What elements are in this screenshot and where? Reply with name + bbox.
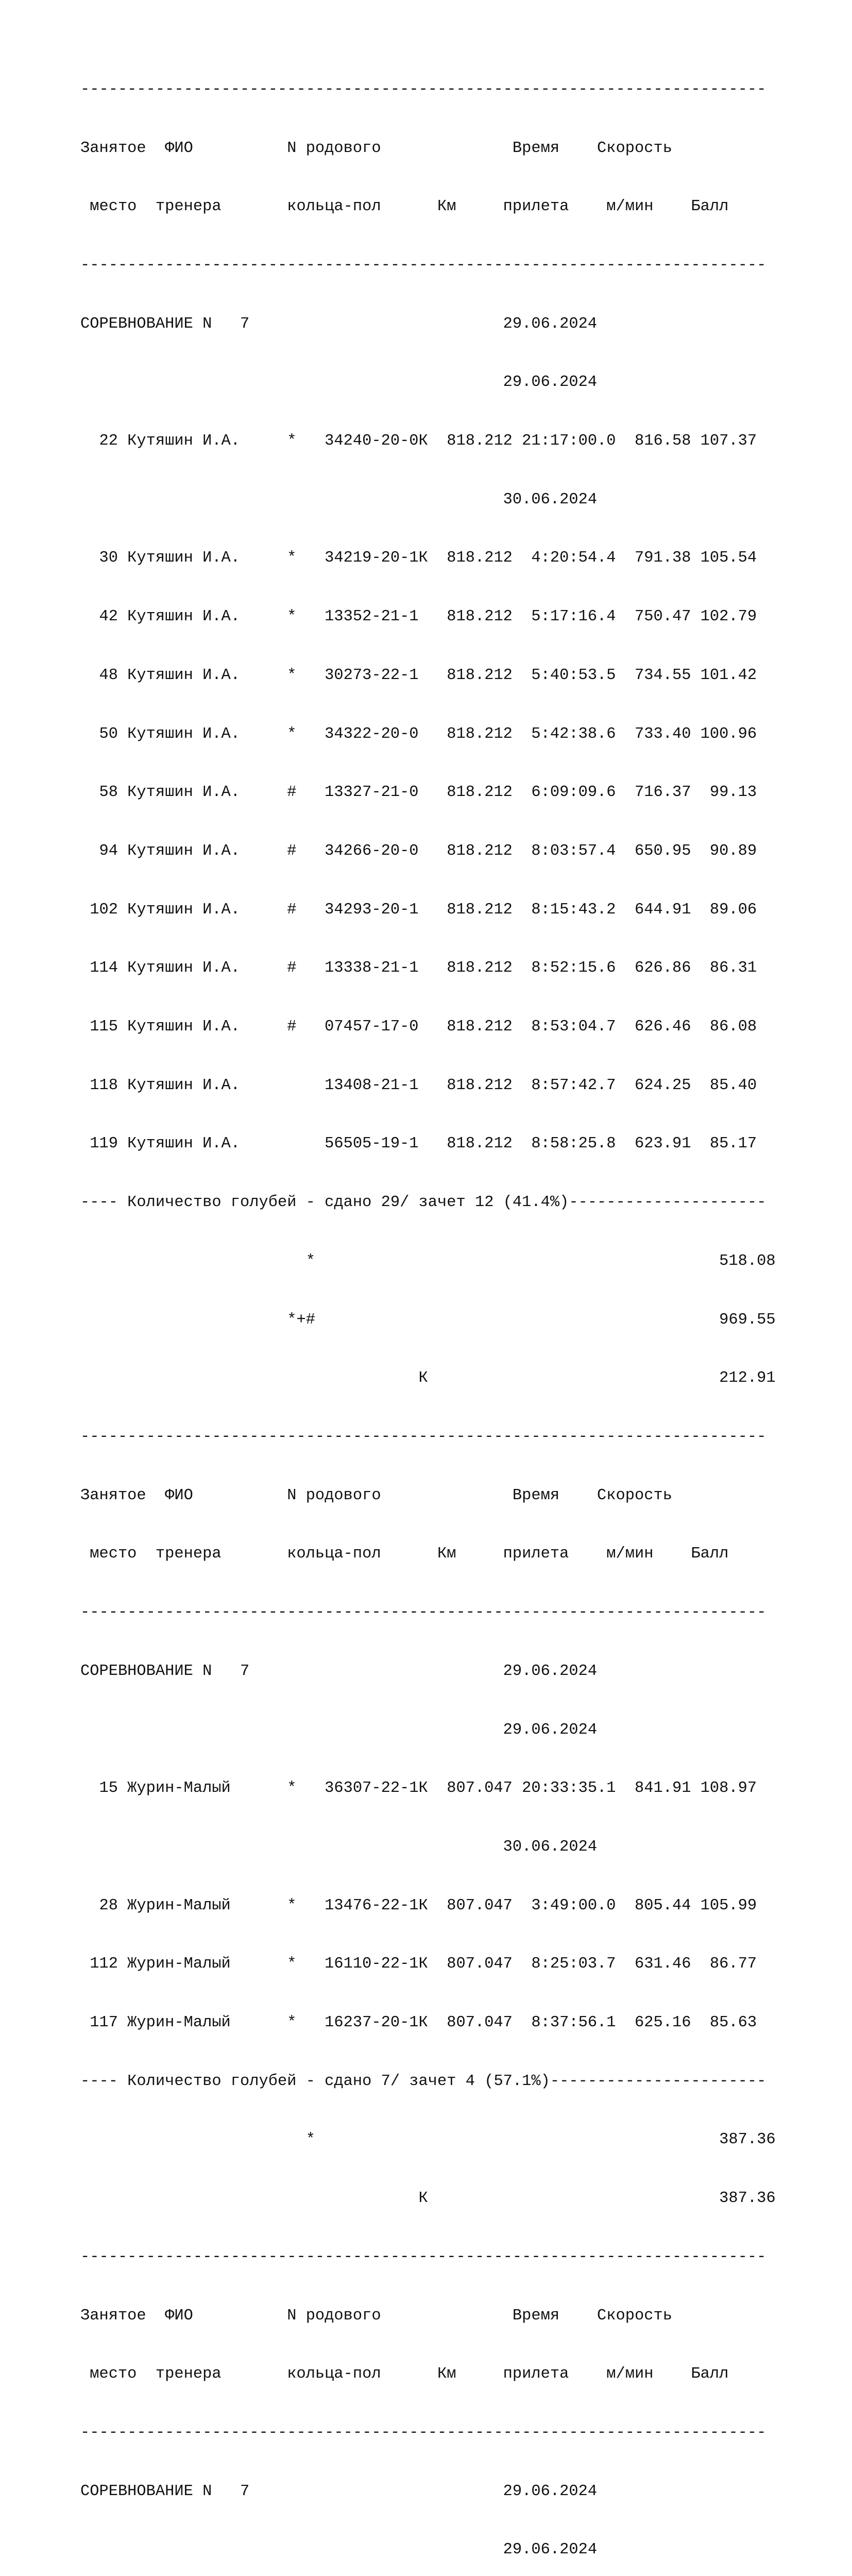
result-row: 30 Кутяшин И.А. * 34219-20-1К 818.212 4:20:54.4 791.38 105.54 — [80, 549, 757, 567]
pigeon-count-summary: ---- Количество голубей - сдано 7/ зачет 4 (57.1%)----------------------- — [80, 2072, 766, 2090]
result-row: 114 Кутяшин И.А. # 13338-21-1 818.212 8:52:15.6 626.86 86.31 — [80, 959, 757, 977]
table-header-row-1: Занятое ФИО N родового Время Скорость — [80, 139, 672, 157]
result-row: 94 Кутяшин И.А. # 34266-20-0 818.212 8:03:57.4 650.95 90.89 — [80, 842, 757, 860]
result-row: 117 Журин-Малый * 16237-20-1К 807.047 8:37:56.1 625.16 85.63 — [80, 2014, 757, 2032]
result-row: 112 Журин-Малый * 16110-22-1К 807.047 8:25:03.7 631.46 86.77 — [80, 1955, 757, 1973]
table-header-row-2: место тренера кольца-пол Км прилета м/мин Балл — [80, 1545, 729, 1563]
date-line: 29.06.2024 — [80, 1721, 598, 1739]
score-total-line: К 387.36 — [80, 2190, 776, 2208]
result-row: 28 Журин-Малый * 13476-22-1К 807.047 3:49:00.0 805.44 105.99 — [80, 1896, 757, 1914]
result-row: 115 Кутяшин И.А. # 07457-17-0 818.212 8:53:04.7 626.46 86.08 — [80, 1018, 757, 1036]
score-total-line: К 212.91 — [80, 1369, 776, 1387]
date-line: 29.06.2024 — [80, 2541, 598, 2559]
table-header-row-1: Занятое ФИО N родового Время Скорость — [80, 1486, 672, 1504]
result-row: 22 Кутяшин И.А. * 34240-20-0К 818.212 21:17:00.0 816.58 107.37 — [80, 432, 757, 450]
score-total-line: *+# 969.55 — [80, 1311, 776, 1329]
results-report — [80, 41, 832, 2576]
date-line: 29.06.2024 — [80, 374, 598, 392]
date-line: 30.06.2024 — [80, 1838, 598, 1856]
score-total-line: * 518.08 — [80, 1252, 776, 1270]
date-line: 30.06.2024 — [80, 490, 598, 509]
result-row: 118 Кутяшин И.А. 13408-21-1 818.212 8:57:42.7 624.25 85.40 — [80, 1076, 757, 1094]
result-row: 42 Кутяшин И.А. * 13352-21-1 818.212 5:17:16.4 750.47 102.79 — [80, 608, 757, 626]
divider: ------------------------------------------------------------------------- — [80, 2248, 766, 2266]
table-header-row-2: место тренера кольца-пол Км прилета м/мин Балл — [80, 198, 729, 216]
result-row: 15 Журин-Малый * 36307-22-1К 807.047 20:33:35.1 841.91 108.97 — [80, 1780, 757, 1798]
competition-title: СОРЕВНОВАНИЕ N 7 29.06.2024 — [80, 1662, 598, 1680]
result-row: 50 Кутяшин И.А. * 34322-20-0 818.212 5:42:38.6 733.40 100.96 — [80, 725, 757, 743]
result-row: 119 Кутяшин И.А. 56505-19-1 818.212 8:58:25.8 623.91 85.17 — [80, 1135, 757, 1153]
divider: ------------------------------------------------------------------------- — [80, 1428, 766, 1446]
divider: ------------------------------------------------------------------------- — [80, 80, 766, 98]
competition-title: СОРЕВНОВАНИЕ N 7 29.06.2024 — [80, 2482, 598, 2500]
result-row: 102 Кутяшин И.А. # 34293-20-1 818.212 8:15:43.2 644.91 89.06 — [80, 901, 757, 919]
score-total-line: * 387.36 — [80, 2131, 776, 2149]
table-header-row-1: Занятое ФИО N родового Время Скорость — [80, 2307, 672, 2325]
competition-title: СОРЕВНОВАНИЕ N 7 29.06.2024 — [80, 315, 598, 333]
result-row: 48 Кутяшин И.А. * 30273-22-1 818.212 5:40:53.5 734.55 101.42 — [80, 666, 757, 684]
table-header-row-2: место тренера кольца-пол Км прилета м/мин Балл — [80, 2365, 729, 2383]
divider: ------------------------------------------------------------------------- — [80, 1604, 766, 1622]
divider: ------------------------------------------------------------------------- — [80, 2424, 766, 2442]
pigeon-count-summary: ---- Количество голубей - сдано 29/ зачет 12 (41.4%)--------------------- — [80, 1194, 766, 1212]
result-row: 58 Кутяшин И.А. # 13327-21-0 818.212 6:09:09.6 716.37 99.13 — [80, 784, 757, 802]
divider: ------------------------------------------------------------------------- — [80, 256, 766, 274]
